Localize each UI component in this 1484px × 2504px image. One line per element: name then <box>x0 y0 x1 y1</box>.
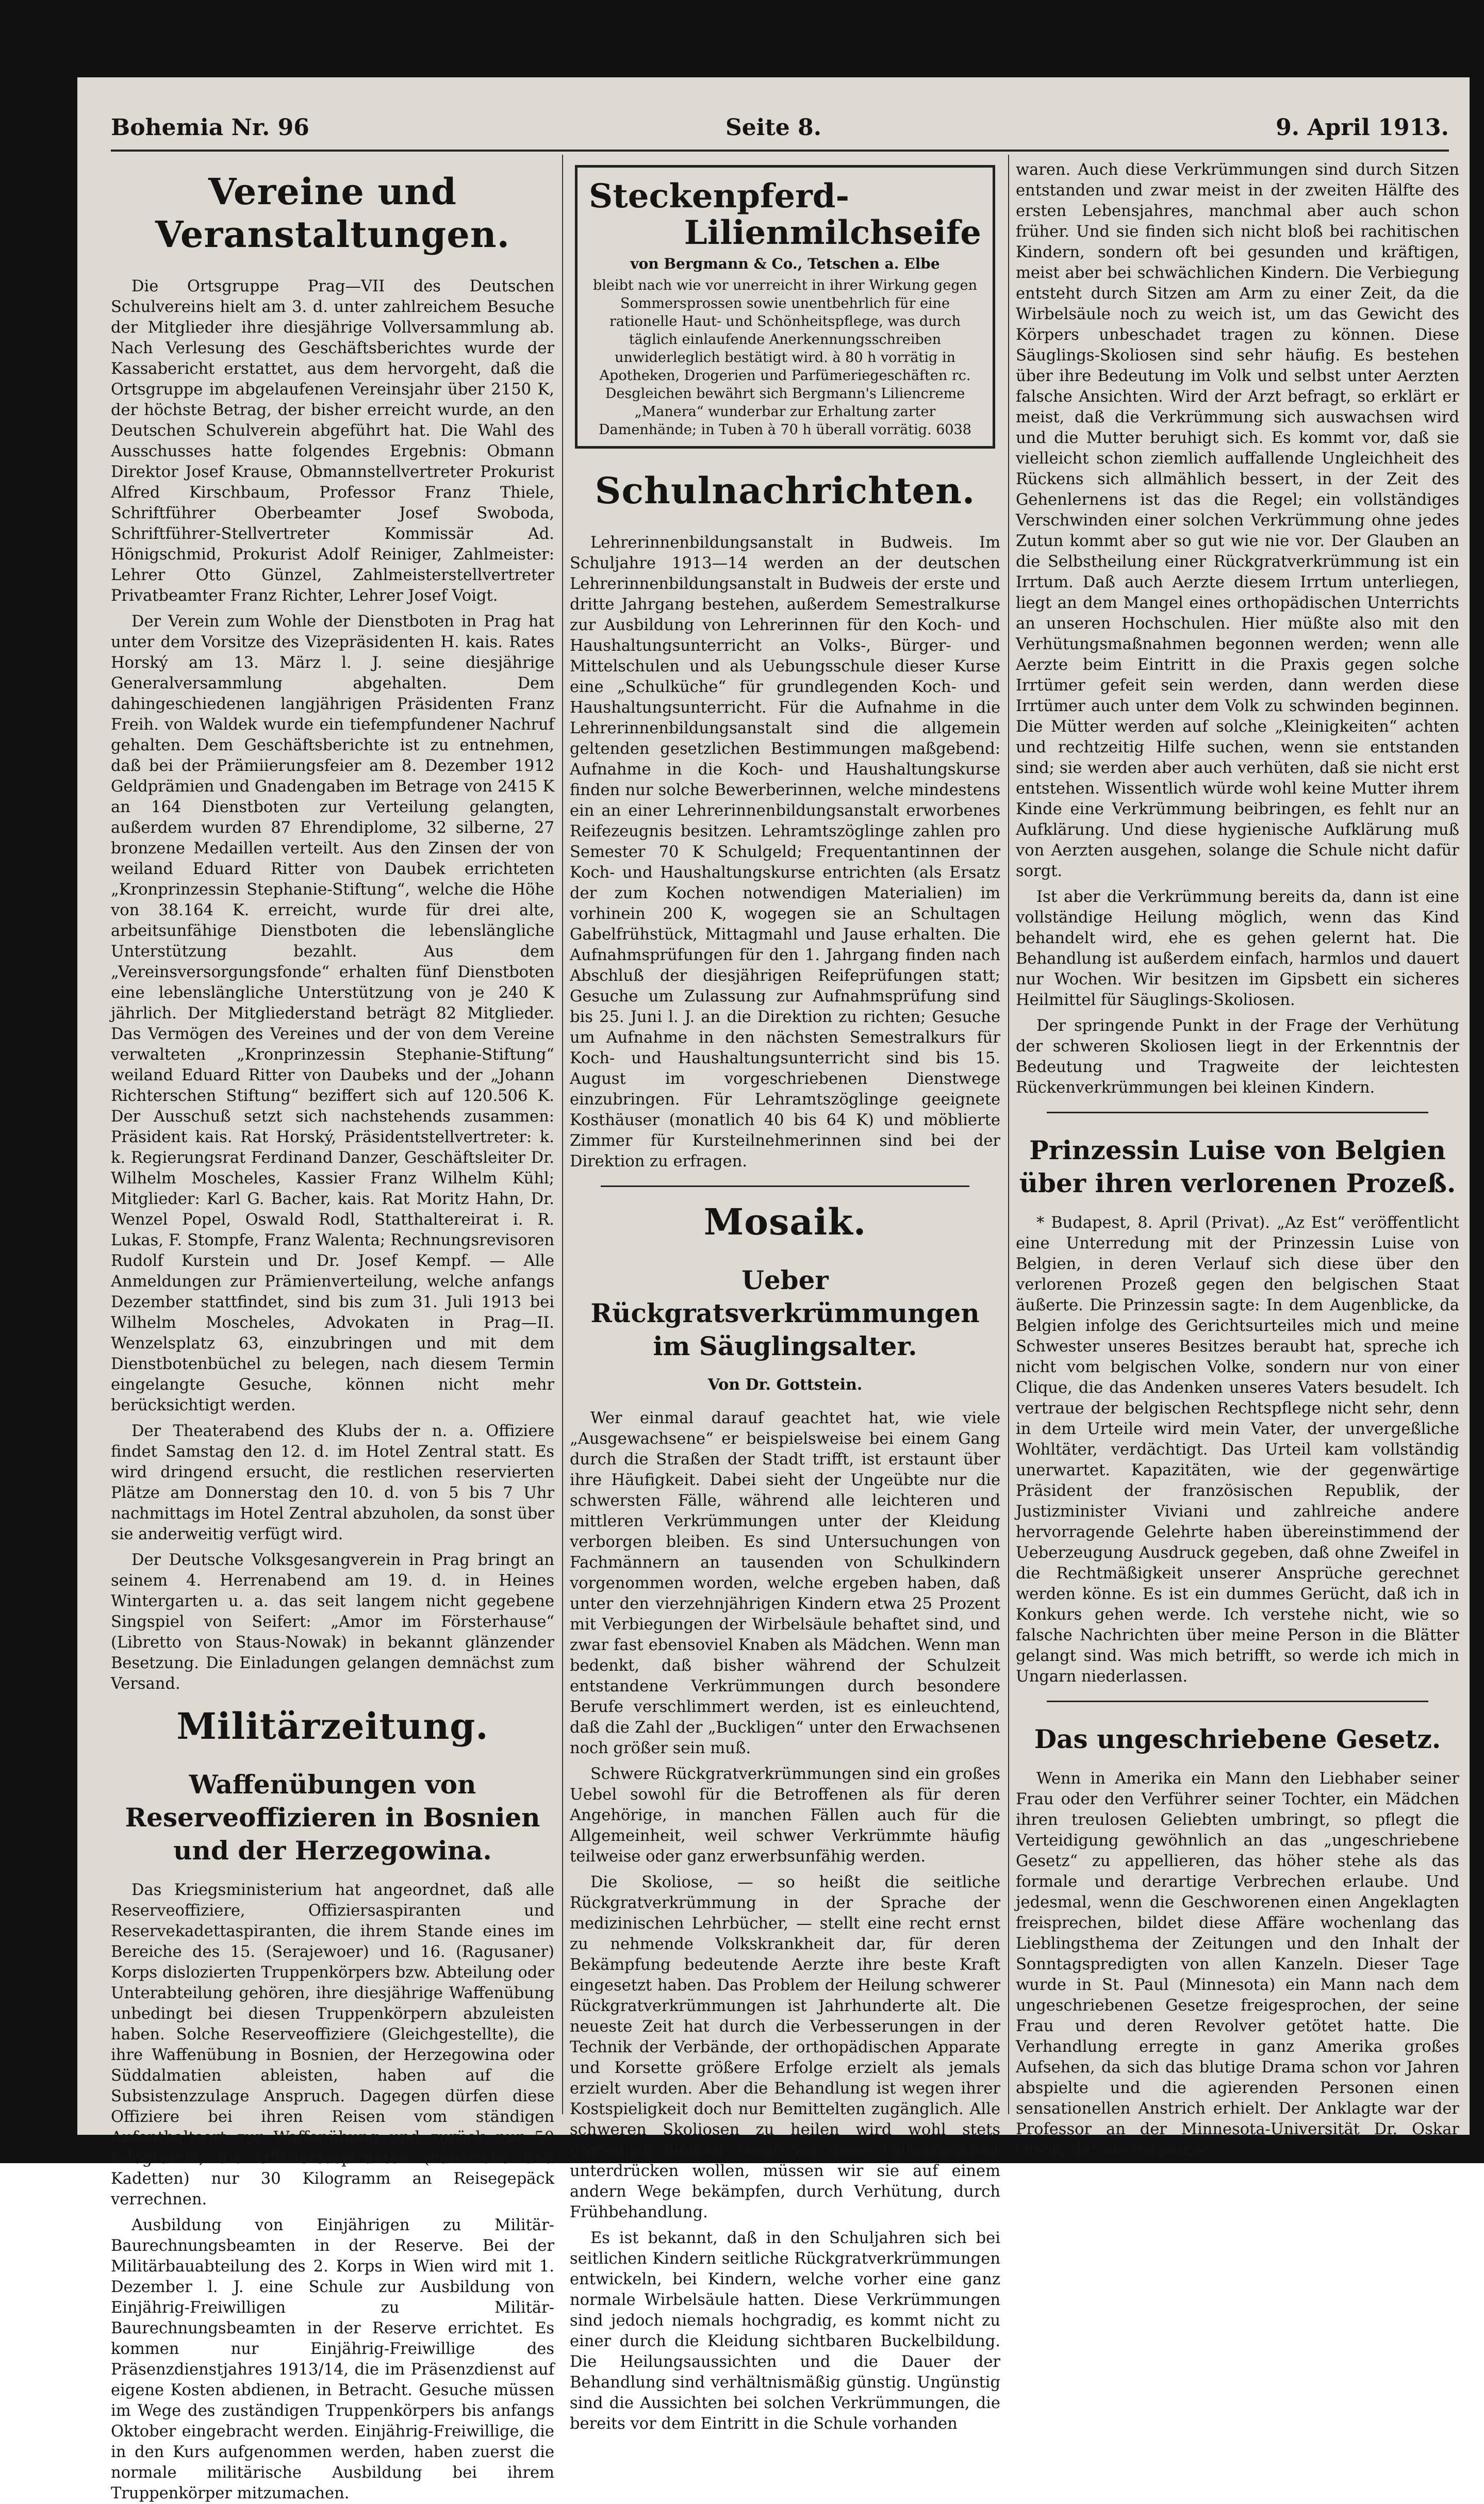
ad-title-line1: Steckenpferd- <box>589 177 850 216</box>
section-heading-mosaik: Mosaik. <box>703 1200 867 1243</box>
column-3 <box>1016 160 1459 2159</box>
article-ungeschriebenes-gesetz: Wenn in Amerika ein Mann den Liebhaber seiner Frau oder den Verführer seiner Tochter, ein Mädchen ihren treulosen Geliebten umbringt, so pflegt die Verteidigung gewöhnlich an das „ungeschriebene Gesetz“ zu appellieren, das höher stehe als das formale und derartige Verbrechen erlaube. Und jedesmal, wenn die Geschworenen einen Angeklagten freisprechen, bildet diese Affäre wochenlang das Lieblingsthema der Zeitungen und den Inhalt der Sonntagspredigten von allen Kanzeln. Dieser Tage wurde in St. Paul (Minnesota) ein Mann nach dem ungeschriebenen Gesetze freigesprochen, der seine Frau und deren Revolver getötet hatte. Die Verhandlung erregte in ganz Amerika großes Aufsehen, da sich das blutige Drama schon vor Jahren abspielte und die agierenden Personen einen sensationellen Anstrich erhielt. Der Anklagte war der Professor an der Minnesota-Universität Dr. Oskar Olson, der als Botaniker <box>1016 1770 1459 2159</box>
section-heading-schulnachrichten: Schulnachrichten. <box>595 469 976 512</box>
section-heading-vereine: Vereine und Veranstaltungen. <box>155 170 510 256</box>
ad-title-line2: Lilienmilchseife <box>684 213 981 252</box>
article-rueckgrat-p6: Der springende Punkt in der Frage der Verhütung der schweren Skoliosen liegt in der Erkenntnis der Bedeutung und Tragweite der leichtesten Rückenverkrümmungen bei kleinen Kindern. <box>1016 1017 1459 1097</box>
article-theaterabend: Der Theaterabend des Klubs der n. a. Offiziere findet Samstag den 12. d. im Hotel Zentral statt. Es wird dringend ersucht, die restlichen reservierten Plätze am Donnerstag den 10. d. von 5 bis 7 Uhr nachmittags im Hotel Zentral abzuholen, da sonst über sie anderweitig verfügt wird. <box>111 1422 554 1543</box>
ad-body: bleibt nach wie vor unerreicht in ihrer Wirkung gegen Sommersprossen sowie unentbehrlich für eine rationelle Haut- und Schönheitspflege, was durch täglich einlaufende Anerkennungsschreiben unwiderleglich bestätigt wird. à 80 h vorrätig in Apotheken, Drogerien und Parfümeriegeschäften rc. Desgleichen bewährt sich Bergmann's Liliencreme „Manera“ wunderbar zur Erhaltung zarter Damenhände; in Tuben à 70 h überall vorrätig. 6038 <box>592 277 977 438</box>
article-volksgesangverein: Der Deutsche Volksgesangverein in Prag bringt an seinem 4. Herrenabend am 19. d. in Heines Wintergarten u. a. das seit langem nicht gegebene Singspiel von Seifert: „Amor im Försterhause“ (Libretto von Staus-Nowak) in bekannt glänzender Besetzung. Die Einladungen gelangen demnächst zum Versand. <box>111 1551 554 1693</box>
article-prinzessin-luise: * Budapest, 8. April (Privat). „Az Est“ veröffentlicht eine Unterredung mit der Prinzessin Luise von Belgien, in deren Verlauf sich diese über den verlorenen Prozeß gegen den belgischen Staat äußerte. Die Prinzessin sagte: In dem Augenblicke, da Belgien infolge des Gerichtsurteiles mich und meine Schwester unseres Besitzes beraubt hat, spreche ich nicht vom belgischen Volke, sondern nur von einer Clique, die das Andenken unseres Vaters besudelt. Ich vertraue der belgischen Rechtspflege nicht sehr, denn in dem Urteile wird mein Vater, der unvergeßliche Wohltäter, verdächtigt. Das Urteil kam vollständig unerwartet. Kapazitäten, wie der gegenwärtige Präsident der französischen Republik, der Justizminister Viviani und zahlreiche andere hervorragende Gelehrte haben übereinstimmend der Ueberzeugung Ausdruck gegeben, daß ohne Zweifel in die Rechtmäßigkeit unserer Ansprüche gerechnet werden könne. Es ist ein dummes Gerücht, daß ich in Konkurs gehen werde. Ich verstehe nicht, wie so falsche Nachrichten über meine Person in die Blätter gelangt sind. Was mich betrifft, so werde ich mich in Ungarn niederlassen. <box>1016 1214 1459 1686</box>
ad-maker: von Bergmann & Co., Tetschen a. Elbe <box>630 255 940 272</box>
article-rueckgrat-p1: Wer einmal darauf geachtet hat, wie viele „Ausgewachsene“ er beispielsweise bei einem Gang durch die Straßen der Stadt trifft, ist erstaunt über ihre Häufigkeit. Dabei sieht der Ungeübte nur die schwersten Fälle, während alle leichteren und mittleren Verkrümmungen unter der Kleidung verborgen bleiben. Es sind Untersuchungen von Fachmännern an tausenden von Schulkindern vorgenommen worden, welche ergeben haben, daß unter den vierzehnjährigen Kindern etwa 25 Prozent mit Verbiegungen der Wirbelsäule behaftet sind, und zwar fast ebensoviel Knaben als Mädchen. Wenn man bedenkt, daß bisher während der Schulzeit entstandene Verkrümmungen durch besondere Berufe verschlimmert werden, ist es einleuchtend, daß die Zahl der „Buckligen“ unter den Erwachsenen noch größer sein muß. <box>570 1409 1000 1757</box>
newspaper-page <box>77 77 1470 2502</box>
advertisement-box <box>575 165 995 449</box>
article-heading-waffenuebungen: Waffenübungen von Reserveoffizieren in Bosnien und der Herzegowina. <box>125 1769 540 1866</box>
column-divider-1 <box>562 155 563 2114</box>
section-separator-3 <box>1047 1701 1428 1702</box>
article-rueckgrat-continued: waren. Auch diese Verkrümmungen sind durch Sitzen entstanden und zwar meist in der zweiten Hälfte des ersten Lebensjahres, manchmal aber auch schon früher. Und sie finden sich nicht bloß bei rachitischen Kindern, sondern oft bei gesunden und kräftigen, meist aber bei schwächlichen Kindern. Die Verbiegung entsteht durch Sitzen am Arm zu einer Zeit, da die Wirbelsäule noch zu weich ist, um das Gewicht des Körpers unbeschadet tragen zu können. Diese Säuglings-Skoliosen sind sehr häufig. Es bestehen über ihre Bedeutung im Volk und selbst unter Aerzten falsche Ansichten. Wird der Arzt befragt, so erklärt er meist, daß die Verkrümmung sich auswachsen wird und die Mutter beruhigt sich. Es kommt vor, daß sie vielleicht schon ziemlich auffallende Ungleichheit des Rückens sich allmählich bessert, in der Zeit des Gehenlernens ist das die Regel; ein vollständiges Verschwinden einer solchen Verkrümmung ohne jedes Zutun kommt aber so gut wie nie vor. Der Glauben an die Selbstheilung einer Rückgratverkrümmung ist ein Irrtum. Daß auch Aerzte diesem Irrtum unterliegen, liegt an dem Mangel eines orthopädischen Unterrichts an unseren Hochschulen. Hier müßte also mit den Verhütungsmaßnahmen begonnen werden; wenn alle Aerzte beim Eintritt in die Praxis gegen solche Irrtümer gefeit sein werden, dann werden diese Irrtümer auch unter dem Volk zu schwinden beginnen. Die Mütter werden auf solche „Kleinigkeiten“ achten und rechtzeitig Hilfe suchen, wenn sie entstanden sind; sie werden aber auch verhüten, daß sie nicht erst entstehen. Wissentlich würde wohl keine Mutter ihrem Kinde eine Verkrümmung beibringen, es fehlt nur an Aufklärung. Und diese hygienische Aufklärung muß von Aerzten ausgehen, solange die Schule nicht dafür sorgt. <box>1016 161 1459 880</box>
section-separator <box>601 1185 969 1187</box>
column-1 <box>111 160 554 2502</box>
section-heading-militaerzeitung: Militärzeitung. <box>176 1705 489 1748</box>
header-issue: Bohemia Nr. 96 <box>111 114 309 141</box>
article-rueckgrat-p2: Schwere Rückgratverkrümmungen sind ein großes Uebel sowohl für die Betroffenen als für deren Angehörige, in manchen Fällen auch für die Allgemeinheit, weil schwer Verkrümmte häufig teilweise oder ganz erwerbsunfähig werden. <box>570 1765 1000 1866</box>
article-byline: Von Dr. Gottstein. <box>707 1376 863 1394</box>
header-page-number: Seite 8. <box>725 114 822 141</box>
section-separator-2 <box>1047 1112 1428 1113</box>
article-rueckgrat-p5: Ist aber die Verkrümmung bereits da, dann ist eine vollständige Heilung möglich, wenn das Kind behandelt wird, ehe es gehen gelernt hat. Die Behandlung ist außerdem einfach, harmlos und dauert nur Wochen. Wir besitzen im Gipsbett ein sicheres Heilmittel für Säuglings-Skoliosen. <box>1016 888 1459 1009</box>
article-rueckgrat-p3: Die Skoliose, — so heißt die seitliche Rückgratverkrümmung in der Sprache der medizinischen Lehrbücher, — stellt eine recht ernst zu nehmende Volkskrankheit dar, für deren Bekämpfung bedeutende Aerzte ihre beste Kraft eingesetzt haben. Das Problem der Heilung schwerer Rückgratverkrümmungen ist Jahrhunderte alt. Die neueste Zeit hat durch die Verbesserungen in der Technik der Verbände, der orthopädischen Apparate und Korsette größere Erfolge erzielt als jemals erzielt wurden. Aber die Behandlung ist wegen ihrer Kostspieligkeit doch nur Bemittelten zugänglich. Alle schweren Skoliosen zu heilen wird wohl stets unmöglich bleiben. Wenn wir diese Volkskrankheit unterdrücken wollen, müssen wir sie auf einem andern Wege bekämpfen, durch Verhütung, durch Frühbehandlung. <box>570 1873 1000 2221</box>
article-heading-rueckgrat: Ueber Rückgratsverkrümmungen im Säuglingsalter. <box>590 1265 980 1361</box>
article-heading-gesetz: Das ungeschriebene Gesetz. <box>1034 1724 1441 1754</box>
column-2 <box>570 160 1000 2433</box>
article-ortsgruppe: Die Ortsgruppe Prag—VII des Deutschen Schulvereins hielt am 3. d. unter zahlreichem Besuche der Mitglieder ihre diesjährige Vollversammlung ab. Nach Verlesung des Geschäftsberichtes wurde der Kassabericht erstattet, aus dem hervorgeht, daß die Ortsgruppe im abgelaufenen Vereinsjahr über 2150 K, der höchste Betrag, der bisher erreicht wurde, an den Deutschen Schulverein abgeführt hat. Die Wahl des Ausschusses hatte folgendes Ergebnis: Obmann Direktor Josef Krause, Obmannstellvertreter Prokurist Alfred Kirschbaum, Professor Franz Thiele, Schriftführer Oberbeamter Josef Swoboda, Schriftführer-Stellvertreter Kommissär Ad. Hönigschmid, Prokurist Adolf Reiniger, Zahlmeister: Lehrer Otto Günzel, Zahlmeisterstellvertreter Privatbeamter Franz Richter, Lehrer Josef Voigt. <box>111 277 554 605</box>
article-lehrerinnenbildungsanstalt: Lehrerinnenbildungsanstalt in Budweis. Im Schuljahre 1913—14 werden an der deutschen Lehrerinnenbildungsanstalt in Budweis der erste und dritte Jahrgang bestehen, außerdem Semestralkurse zur Ausbildung von Lehrerinnen für den Koch- und Haushaltungsunterricht an Volks-, Bürger- und Mittelschulen und als Uebungsschule dieser Kurse eine „Schulküche“ für grundlegenden Koch- und Haushaltungsunterricht. Für die Aufnahme in die Lehrerinnenbildungsanstalt sind die allgemein geltenden gesetzlichen Bestimmungen maßgebend: Aufnahme in die Koch- und Haushaltungskurse finden nur solche Bewerberinnen, welche mindestens ein an einer Lehrerinnenbildungsanstalt erworbenes Reifezeugnis besitzen. Lehramtszöglinge zahlen pro Semester 70 K Schulgeld; Frequentantinnen der Koch- und Haushaltungskurse entrichten (als Ersatz der zum Kochen notwendigen Materialien) im vorhinein 200 K, wogegen sie an Schultagen Gabelfrühstück, Mittagmahl und Jause erhalten. Die Aufnahmsprüfungen für den 1. Jahrgang finden nach Abschluß der diesjährigen Reifeprüfungen statt; Gesuche um Zulassung zur Aufnahmsprüfung sind bis 25. Juni l. J. an die Direktion zu richten; Gesuche um Aufnahme in den nächsten Semestralkurs für Koch- und Haushaltungsunterricht sind bis 15. August im vorgeschriebenen Dienstwege einzubringen. Für Lehramtszöglinge geeignete Kosthäuser (monatlich 40 bis 64 K) und möblierte Zimmer für Kursteilnehmerinnen sind bei der Direktion zu erfragen. <box>570 534 1000 1171</box>
article-rueckgrat-p4: Es ist bekannt, daß in den Schuljahren sich bei seitlichen Kindern seitliche Rückgratverkrümmungen entwickeln, bei Kindern, welche vorher eine ganz normale Wirbelsäule hatten. Diese Verkrümmungen sind jedoch niemals hochgradig, es kommt nicht zu einer durch die Kleidung sichtbaren Buckelbildung. Die Heilungsaussichten und die Dauer der Behandlung sind verhältnismäßig günstig. Ungünstig sind die Aussichten bei solchen Verkrümmungen, die bereits vor dem Eintritt in die Schule vorhanden <box>570 2229 1000 2433</box>
header-rule <box>111 150 1449 152</box>
article-heading-prinzessin-luise: Prinzessin Luise von Belgien über ihren verlorenen Prozeß. <box>1019 1135 1456 1198</box>
column-divider-2 <box>1008 155 1009 2114</box>
header-date: 9. April 1913. <box>1276 114 1449 141</box>
article-dienstboten: Der Verein zum Wohle der Dienstboten in Prag hat unter dem Vorsitze des Vizepräsidenten H. kais. Rates Horský am 13. März l. J. seine diesjährige Generalversammlung abgehalten. Dem dahingeschiedenen langjährigen Präsidenten Franz Freih. von Waldek wurde ein tiefempfundener Nachruf gehalten. Dem Geschäftsberichte ist zu entnehmen, daß bei der Prämiierungsfeier am 8. Dezember 1912 Geldprämien und Gnadengaben im Betrage von 2415 K an 164 Dienstboten zur Verteilung gelangten, außerdem wurden 87 Ehrendiplome, 32 silberne, 27 bronzene Medaillen verteilt. Aus den Zinsen der von weiland Eduard Ritter von Daubek errichteten „Kronprinzessin Stephanie-Stiftung“, welche die Höhe von 38.164 K. erreicht, wurde für drei alte, arbeitsunfähige Dienstboten die lebenslängliche Unterstützung bezahlt. Aus dem „Vereinsversorgungsfonde“ erhalten fünf Dienstboten eine lebenslängliche Unterstützung von je 240 K jährlich. Der Mitgliederstand beträgt 82 Mitglieder. Das Vermögen des Vereines und der von dem Vereine verwalteten „Kronprinzessin Stephanie-Stiftung“ weiland Eduard Ritter von Daubeks und der „Johann Richterschen Stiftung“ beziffert sich auf 120.506 K. Der Ausschuß setzt sich nachstehends zusammen: Präsident kais. Rat Horský, Präsidentstellvertreter: k. k. Regierungsrat Ferdinand Danzer, Geschäftsleiter Dr. Wilhelm Moscheles, Kassier Franz Wilhelm Kühl; Mitglieder: Karl G. Bacher, kais. Rat Moritz Hahn, Dr. Wenzel Popel, Oswald Rodl, Statthaltereirat i. R. Lukas, F. Stompfe, Franz Walenta; Rechnungsrevisoren Rudolf Kurstein und Dr. Josef Kempf. — Alle Anmeldungen zur Prämienverteilung, welche anfangs Dezember stattfindet, sind bis zum 31. Juli 1913 bei Wilhelm Moscheles, Advokaten in Prag—II. Wenzelsplatz 63, einzubringen und mit dem Dienstbotenbüchel zu belegen, nach diesem Termin eingelangte Gesuche, können nicht mehr berücksichtigt werden. <box>111 613 554 1414</box>
article-einjaehrige: Ausbildung von Einjährigen zu Militär-Baurechnungsbeamten in der Reserve. Bei der Militärbauabteilung des 2. Korps in Wien wird mit 1. Dezember l. J. eine Schule zur Ausbildung von Einjährig-Freiwilligen zu Militär-Baurechnungsbeamten in der Reserve errichtet. Es kommen nur Einjährig-Freiwillige des Präsenzdienstjahres 1913/14, die im Präsenzdienst auf eigene Kosten abdienen, in Betracht. Gesuche müssen im Wege des zuständigen Truppenkörpers bis anfangs Oktober eingebracht werden. Einjährig-Freiwillige, die in den Kurs aufgenommen werden, haben zuerst die normale militärische Ausbildung bei ihrem Truppenkörper mitzumachen. <box>111 2216 554 2502</box>
article-waffenuebungen: Das Kriegsministerium hat angeordnet, daß alle Reserveoffiziere, Offiziersaspiranten und Reservekadettaspiranten, die ihrem Stande eines im Bereiche des 15. (Serajewoer) und 16. (Ragusaner) Korps dislozierten Truppenkörpers bzw. Abteilung oder Unterabteilung gehören, ihre diesjährige Waffenübung unbedingt bei diesen Truppenkörpern abzuleisten haben. Solche Reserveoffiziere (Gleichgestellte), die ihre Waffenübung in Bosnien, der Herzegowina oder Süddalmatien ableisten, haben auf die Subsistenzzulage Anspruch. Dagegen dürfen diese Offiziere bei ihren Reisen vom ständigen Aufenthaltsort zur Waffenübung und zurück nur 50 Kilogramm, die Offiziersaspiranten (Fähnriche und Kadetten) nur 30 Kilogramm an Reisegepäck verrechnen. <box>111 1881 554 2209</box>
